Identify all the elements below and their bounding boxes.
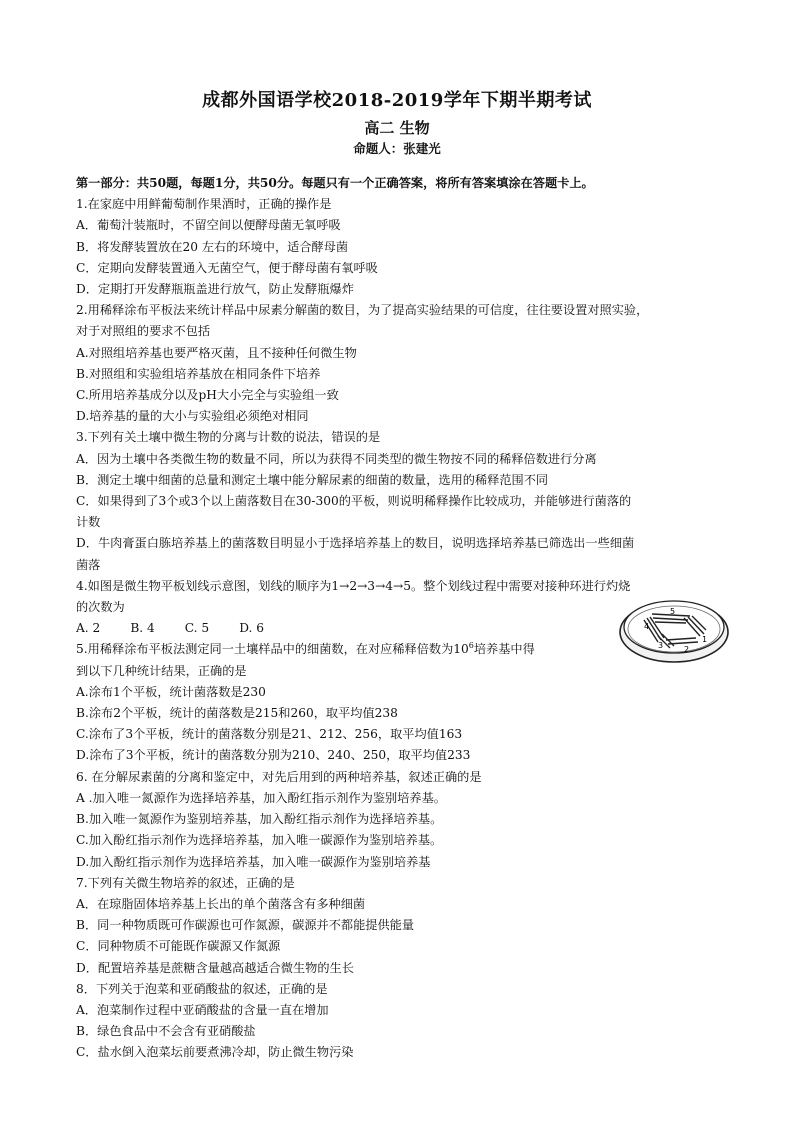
question-8-stem: 8．下列关于泡菜和亚硝酸盐的叙述，正确的是 [76, 981, 328, 996]
question-5-exponent: 6 [468, 641, 474, 651]
question-4-option-a: A. 2 [76, 621, 101, 636]
question-7-option-a: A．在琼脂固体培养基上长出的单个菌落含有多种细菌 [76, 896, 366, 911]
question-7-stem: 7.下列有关微生物培养的叙述，正确的是 [76, 875, 295, 890]
question-5-stem-tail: 培养基中得 [473, 642, 535, 657]
question-8-option-c: C．盐水倒入泡菜坛前要煮沸冷却，防止微生物污染 [76, 1045, 354, 1060]
question-3-option-c: C．如果得到了3个或3个以上菌落数目在30-300的平板，则说明稀释操作比较成功，并能够进行菌落的 [76, 494, 632, 509]
question-6-option-c: C.加入酚红指示剂作为选择培养基，加入唯一碳源作为鉴别培养基。 [76, 833, 443, 848]
question-3-option-d-cont: 菌落 [76, 557, 101, 572]
question-1-stem: 1.在家庭中用鲜葡萄制作果酒时，正确的操作是 [76, 197, 332, 212]
question-2-stem-cont: 对于对照组的要求不包括 [76, 324, 211, 339]
question-4-stem-cont: 的次数为 [76, 600, 125, 615]
question-3-option-d: D．牛肉膏蛋白胨培养基上的菌落数目明显小于选择培养基上的数目，说明选择培养基已筛选出一些细菌 [76, 536, 635, 551]
question-8-option-a: A．泡菜制作过程中亚硝酸盐的含量一直在增加 [76, 1002, 329, 1017]
section-instructions: 第一部分：共50题，每题1分，共50分。每题只有一个正确答案，将所有答案填涂在答题卡上。 [76, 176, 594, 190]
question-4-stem: 4.如图是微生物平板划线示意图，划线的顺序为1→2→3→4→5。整个划线过程中需要对接种环进行灼烧 [76, 578, 631, 593]
question-5-stem-cont: 到以下几种统计结果，正确的是 [76, 663, 247, 678]
question-6-option-a: A .加入唯一氮源作为选择培养基，加入酚红指示剂作为鉴别培养基。 [76, 790, 446, 805]
question-4-option-c: C. 5 [184, 621, 210, 636]
question-2-option-d: D.培养基的量的大小与实验组必须绝对相同 [76, 409, 309, 424]
question-7-option-d: D．配置培养基是蔗糖含量越高越适合微生物的生长 [76, 960, 354, 975]
question-3-option-b: B．测定土壤中细菌的总量和测定土壤中能分解尿素的细菌的数量，选用的稀释范围不同 [76, 472, 549, 487]
streak-label-2: 2 [684, 645, 690, 654]
question-4-option-b: B. 4 [130, 621, 155, 636]
streak-label-3: 3 [658, 641, 664, 650]
question-2-option-c: C.所用培养基成分以及pH大小完全与实验组一致 [76, 388, 339, 403]
question-7-option-b: B．同一种物质既可作碳源也可作氮源，碳源并不都能提供能量 [76, 918, 415, 933]
question-1-option-d: D．定期打开发酵瓶瓶盖进行放气，防止发酵瓶爆炸 [76, 282, 354, 297]
question-1-option-b: B．将发酵装置放在20 左右的环境中，适合酵母菌 [76, 239, 349, 254]
question-3-option-c-cont: 计数 [76, 515, 101, 530]
question-6-option-d: D.加入酚红指示剂作为选择培养基，加入唯一碳源作为鉴别培养基 [76, 854, 431, 869]
question-5-option-a: A.涂布1个平板，统计菌落数是230 [76, 684, 266, 699]
question-4-option-d: D. 6 [239, 621, 265, 636]
question-1-option-c: C．定期向发酵装置通入无菌空气，便于酵母菌有氧呼吸 [76, 260, 378, 275]
question-5-stem-text: 5.用稀释涂布平板法测定同一土壤样品中的细菌数，在对应稀释倍数为10 [76, 642, 469, 657]
streak-label-1: 1 [702, 635, 708, 644]
question-8-option-b: B．绿色食品中不会含有亚硝酸盐 [76, 1024, 256, 1039]
question-3-stem: 3.下列有关土壤中微生物的分离与计数的说法，错误的是 [76, 430, 381, 445]
question-6-stem: 6. 在分解尿素菌的分离和鉴定中，对先后用到的两种培养基，叙述正确的是 [76, 769, 482, 784]
question-5-option-c: C.涂布了3个平板，统计的菌落数分别是21、212、256，取平均值163 [76, 727, 463, 742]
question-5-option-d: D.涂布了3个平板，统计的菌落数分别为210、240、250，取平均值233 [76, 748, 471, 763]
streak-label-4: 4 [644, 622, 650, 631]
petri-dish-streak-icon [618, 592, 730, 666]
exam-subject: 高二 生物 [364, 119, 430, 137]
question-7-option-c: C．同种物质不可能既作碳源又作氮源 [76, 939, 281, 954]
exam-author: 命题人：张建光 [353, 141, 441, 156]
streak-label-5: 5 [670, 607, 676, 616]
question-3-option-a: A．因为土壤中各类微生物的数量不同，所以为获得不同类型的微生物按不同的稀释倍数进行分离 [76, 451, 597, 466]
question-2-option-b: B.对照组和实验组培养基放在相同条件下培养 [76, 366, 321, 381]
question-2-option-a: A.对照组培养基也要严格灭菌，且不接种任何微生物 [76, 345, 357, 360]
question-1-option-a: A．葡萄汁装瓶时，不留空间以便酵母菌无氧呼吸 [76, 218, 341, 233]
question-5-option-b: B.涂布2个平板，统计的菌落数是215和260，取平均值238 [76, 706, 398, 721]
question-6-option-b: B.加入唯一氮源作为鉴别培养基，加入酚红指示剂作为选择培养基。 [76, 812, 443, 827]
exam-title: 成都外国语学校2018-2019学年下期半期考试 [202, 90, 592, 111]
question-2-stem: 2.用稀释涂布平板法来统计样品中尿素分解菌的数目，为了提高实验结果的可信度，往往要设置对照实验， [76, 303, 649, 318]
